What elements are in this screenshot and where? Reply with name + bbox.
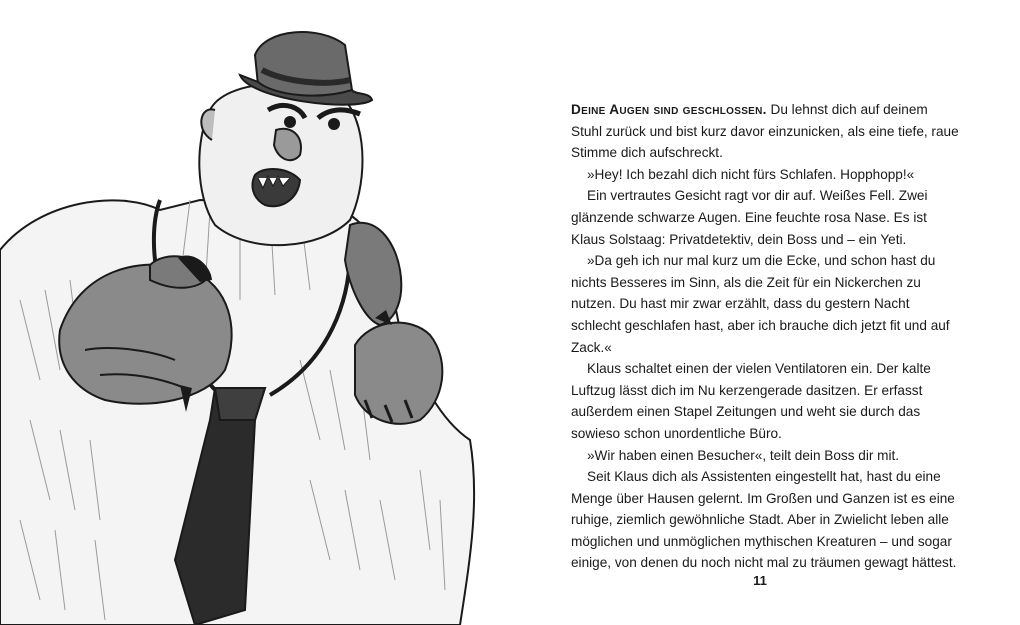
paragraph-7: Seit Klaus dich als Assistenten eingestellt hat, hast du eine Menge über Hausen gelernt. Im Großen und Ganzen ist es eine ruhige, ziemlich gewöhnliche Stadt. Aber in Zwielicht leben alle möglichen und unmöglichen mythischen Kreaturen – und sogar einige, von denen du noch nicht mal zu träumen gewagt hättest. xyxy=(571,469,957,571)
paragraph-6: »Wir haben einen Besucher«, teilt dein Boss dir mit. xyxy=(587,447,900,463)
text-column xyxy=(571,99,961,574)
paragraph-4: »Da geh ich nur mal kurz um die Ecke, und schon hast du nichts Besseres im Sinn, als die Zeit für ein Nickerchen zu nutzen. Du hast mir zwar erzählt, dass du gestern Nacht schlecht geschlafen hast, aber ich brauche dich jetzt fit und auf Zack.« xyxy=(571,253,950,355)
paragraph-1-body: Du lehnst dich auf deinem Stuhl zurück und bist kurz davor einzunicken, als eine tiefe, raue Stimme dich aufschreckt. xyxy=(571,102,959,161)
paragraph-1 xyxy=(571,99,961,164)
yeti-eye-right xyxy=(328,118,340,130)
yeti-illustration xyxy=(0,0,490,625)
yeti-eye-left xyxy=(284,116,296,128)
lead-in: Deine Augen sind geschlossen. xyxy=(571,102,767,117)
paragraph-2: »Hey! Ich bezahl dich nicht fürs Schlafen. Hopphopp!« xyxy=(587,166,915,182)
paragraph-5: Klaus schaltet einen der vielen Ventilatoren ein. Der kalte Luftzug lässt dich im Nu kerzengerade dasitzen. Er erfasst außerdem einen Stapel Zeitungen und weht sie durch das sowieso schon unordentliche Büro. xyxy=(571,361,931,441)
page-number: 11 xyxy=(753,573,767,588)
paragraph-3: Ein vertrautes Gesicht ragt vor dir auf. Weißes Fell. Zwei glänzende schwarze Augen. Eine feuchte rosa Nase. Es ist Klaus Solstaag: Privatdetektiv, dein Boss und – ein Yeti. xyxy=(571,188,928,247)
